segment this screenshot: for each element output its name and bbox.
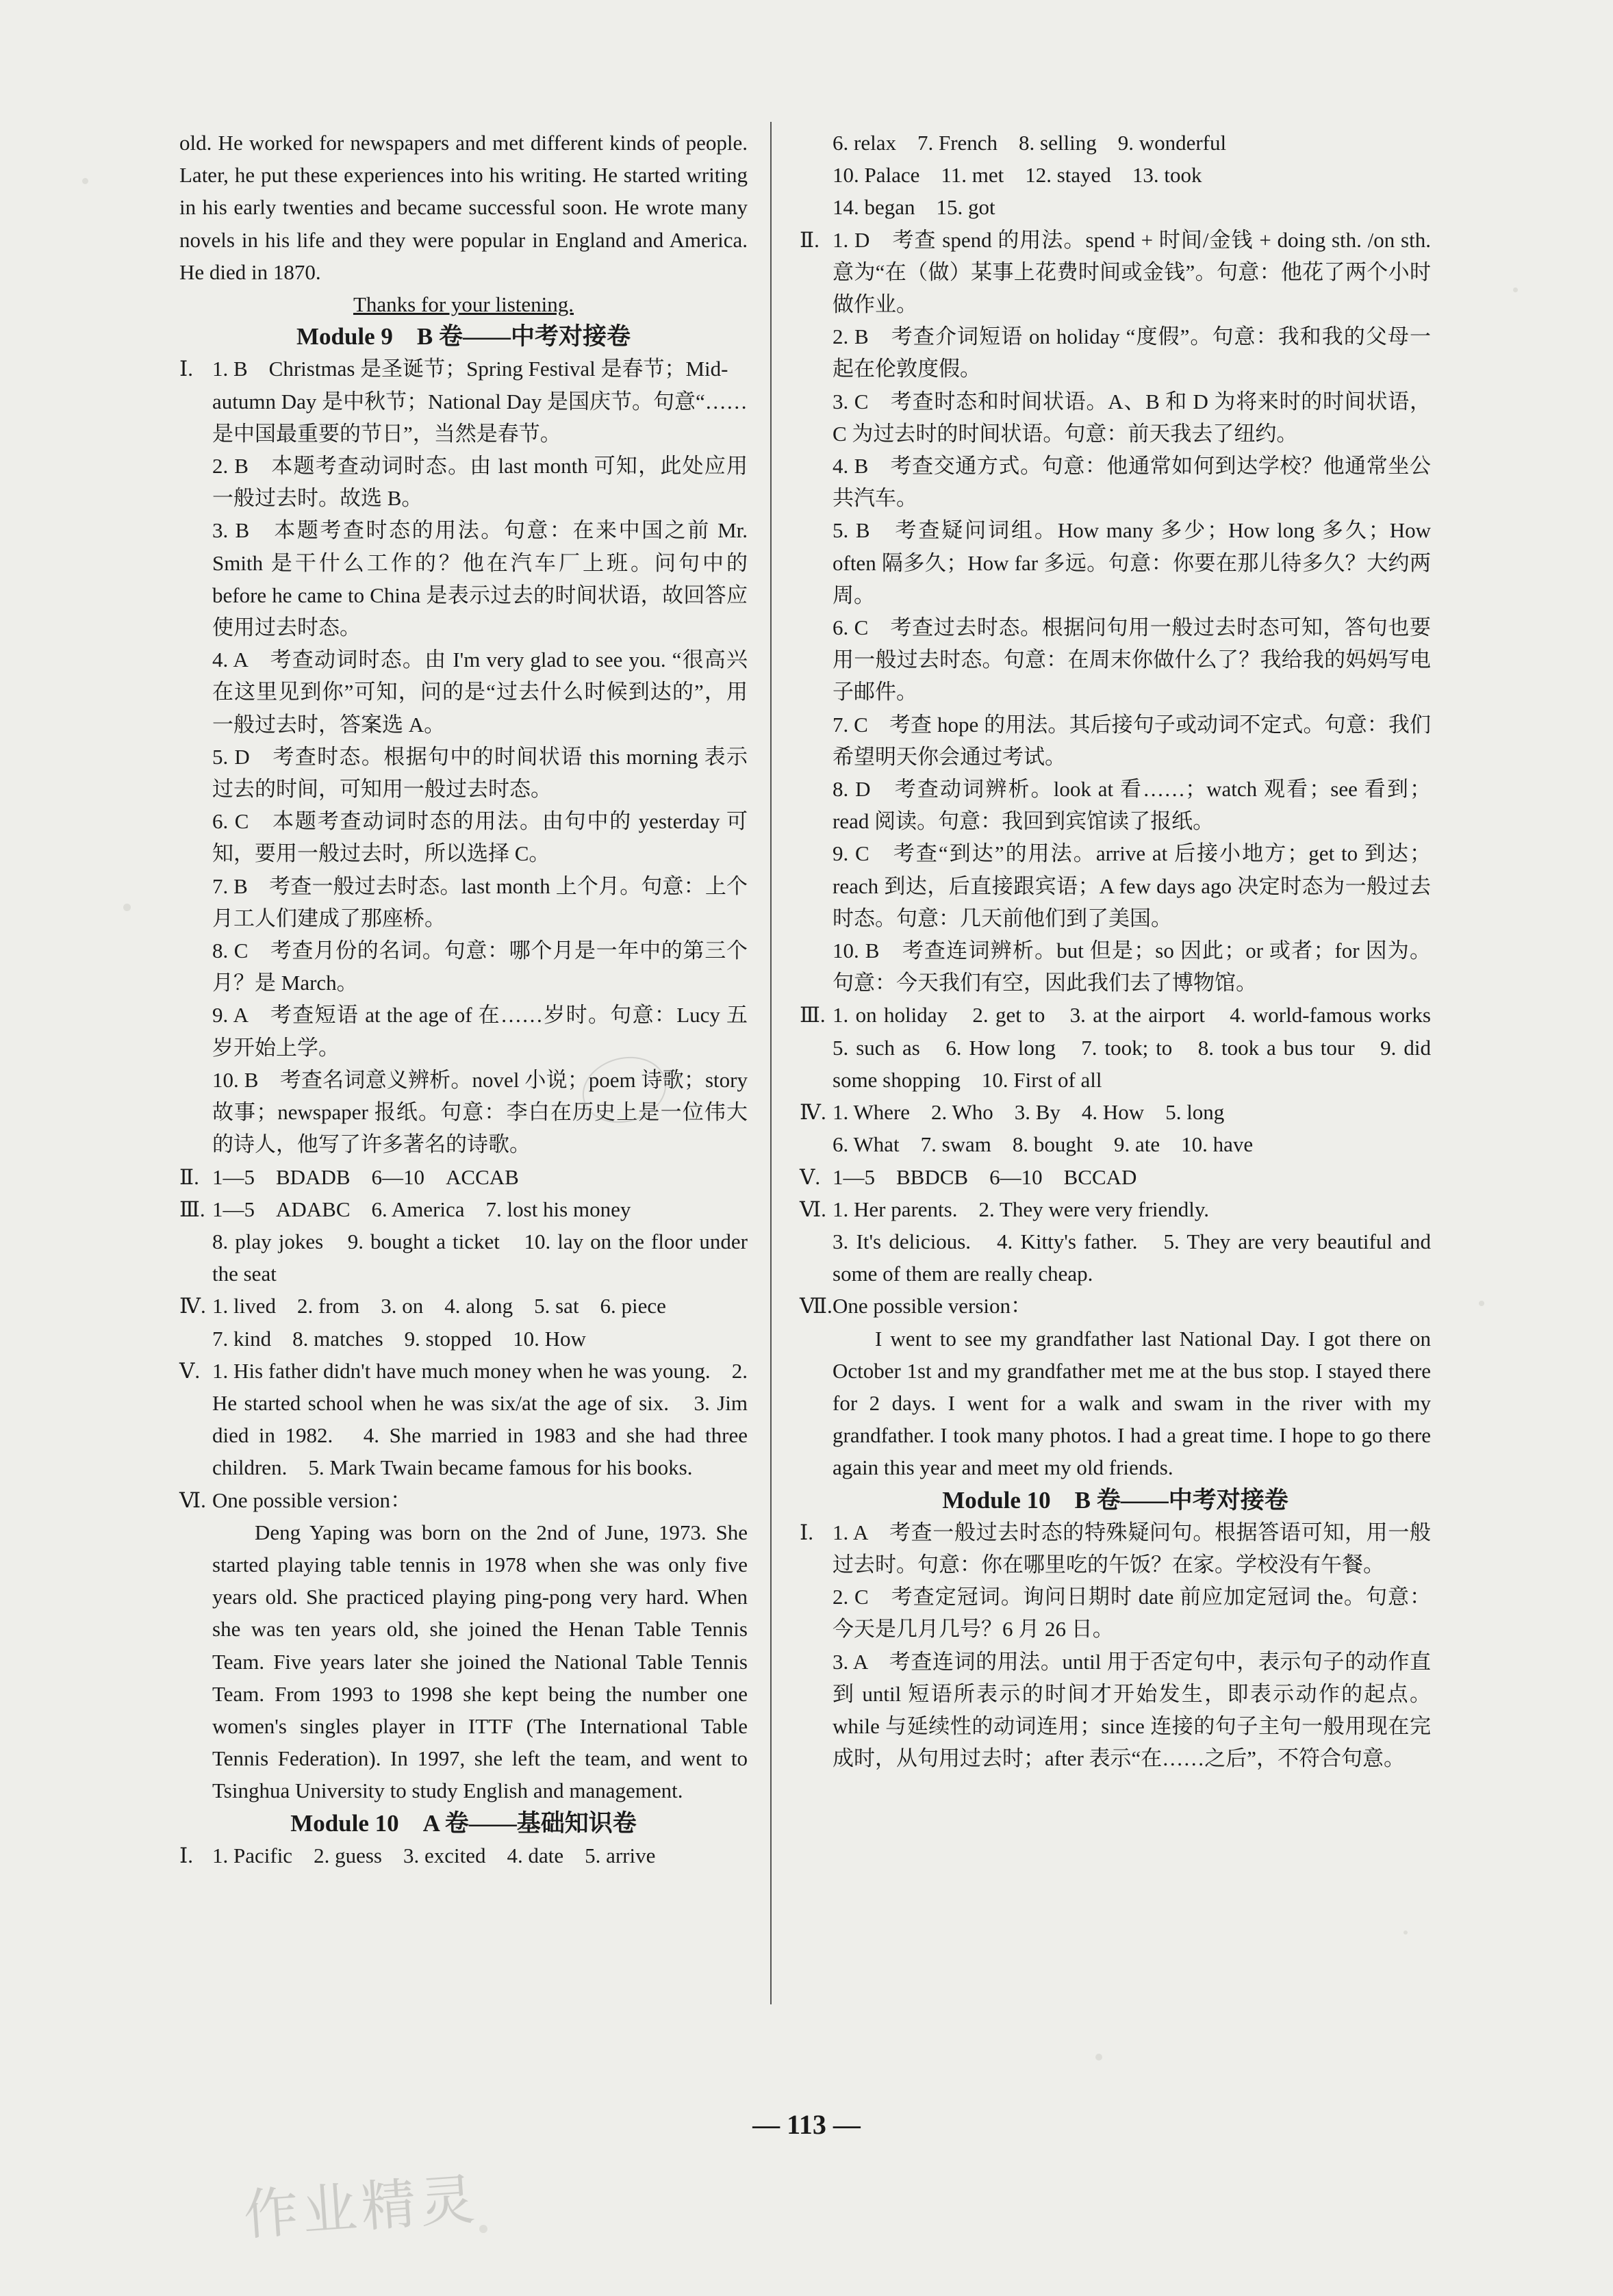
closing-line: Thanks for your listening. <box>353 292 574 317</box>
section-2 <box>179 1161 748 1193</box>
page-number: — 113 — <box>752 2109 861 2140</box>
section-numeral: Ⅳ. <box>800 1100 826 1125</box>
section-numeral: Ⅳ. <box>179 1294 206 1318</box>
module9-b-heading: Module 9 B 卷——中考对接卷 <box>296 323 631 350</box>
section-5 <box>800 1161 1431 1193</box>
section-6 <box>179 1484 748 1516</box>
section-numeral: Ⅰ. <box>800 1520 813 1544</box>
section-numeral: Ⅱ. <box>800 227 820 252</box>
answer-item: 7. C 考查 hope 的用法。其后接句子或动词不定式。句意：我们希望明天你会通过考试。 <box>833 712 1431 769</box>
section-4 <box>800 1096 1431 1128</box>
answer-line: 3. It's delicious. 4. Kitty's father. 5. They are very beautiful and some of them are really cheap. <box>833 1229 1431 1286</box>
answer-item: 8. C 考查月份的名词。句意：哪个月是一年中的第三个月？是 March。 <box>212 939 748 995</box>
answer-line: 1. lived 2. from 3. on 4. along 5. sat 6. piece <box>212 1294 666 1318</box>
module10-b-section-1 <box>800 1516 1431 1581</box>
section-numeral: Ⅲ. <box>179 1197 205 1221</box>
answer-item: 2. C 考查定冠词。询问日期时 date 前应加定冠词 the。句意：今天是几月几号？6 月 26 日。 <box>833 1585 1431 1642</box>
section-numeral: Ⅰ. <box>179 1843 193 1867</box>
answer-line: 1. Her parents. 2. They were very friendly. <box>833 1197 1210 1221</box>
module10-b-heading: Module 10 B 卷——中考对接卷 <box>942 1486 1288 1514</box>
answer-item: 1. A 考查一般过去时态的特殊疑问句。根据答语可知，用一般过去时。句意：你在哪里吃的午饭？在家。学校没有午餐。 <box>833 1520 1431 1577</box>
answer-line: 6. relax 7. French 8. selling 9. wonderful <box>833 131 1227 155</box>
answer-item: 3. C 考查时态和时间状语。A、B 和 D 为将来时的时间状语，C 为过去时的时间状语。句意：前天我去了纽约。 <box>833 389 1431 446</box>
answer-item: 9. C 考查“到达”的用法。arrive at 后接小地方；get to 到达；reach 到达，后直接跟宾语；A few days ago 决定时态为一般过去时态。句意：几天前他们到了美国。 <box>833 841 1431 930</box>
module10-a-heading: Module 10 A 卷——基础知识卷 <box>290 1809 637 1837</box>
answer-text: 1. His father didn't have much money when he was young. 2. He started school when he was six/at the age of six. 3. Jim died in 1982. 4. She married in 1983 and she had three children. 5. Mark Twain became famous for his books. <box>212 1358 748 1480</box>
answer-item: 4. B 考查交通方式。句意：他通常如何到达学校？他通常坐公共汽车。 <box>833 454 1431 511</box>
answer-line: 1—5 BBDCB 6—10 BCCAD <box>833 1164 1137 1189</box>
answer-item: 2. B 本题考查动词时态。由 last month 可知，此处应用一般过去时。故选 B。 <box>212 454 748 511</box>
left-column <box>179 127 748 1872</box>
answer-item: 8. D 考查动词辨析。look at 看……；watch 观看；see 看到；read 阅读。句意：我回到宾馆读了报纸。 <box>833 777 1431 834</box>
answer-item: 6. C 考查过去时态。根据问句用一般过去时态可知，答句也要用一般过去时态。句意：在周末你做什么了？我给我的妈妈写电子邮件。 <box>833 615 1431 704</box>
answer-line: 6. What 7. swam 8. bought 9. ate 10. have <box>833 1132 1254 1157</box>
sample-essay: I went to see my grandfather last National Day. I got there on October 1st and my grandfather met me at the bus stop. I stayed there for 2 days. I went for a walk and swam in the river with my grandfather. I took many photos. I had a great time. I hope to go there again this year and meet my old friends. <box>833 1326 1431 1480</box>
section-1 <box>179 353 748 450</box>
answer-item: 3. A 考查连词的用法。until 用于否定句中，表示句子的动作直到 until 短语所表示的时间才开始发生，即表示动作的起点。while 与延续性的动词连用；since 连接的句子主句一般用现在完成时，从句用过去时；after 表示“在……之后”，不符合句意。 <box>833 1649 1431 1771</box>
module10-a-section-1 <box>179 1839 748 1872</box>
answer-item: 7. B 考查一般过去时态。last month 上个月。句意：上个月工人们建成了那座桥。 <box>212 873 748 930</box>
section-numeral: Ⅶ. <box>800 1294 833 1318</box>
section-5 <box>179 1355 748 1484</box>
section-6 <box>800 1193 1431 1225</box>
section-numeral: Ⅵ. <box>179 1488 206 1512</box>
answer-line: 1—5 ADABC 6. America 7. lost his money <box>212 1197 631 1221</box>
answer-item: 10. B 考查名词意义辨析。novel 小说；poem 诗歌；story 故事；newspaper 报纸。句意：李白在历史上是一位伟大的诗人，他写了许多著名的诗歌。 <box>212 1067 748 1157</box>
answer-line: 10. Palace 11. met 12. stayed 13. took <box>833 163 1202 188</box>
answer-item: 9. A 考查短语 at the age of 在……岁时。句意：Lucy 五岁开始上学。 <box>212 1003 748 1060</box>
answer-item: 1. D 考查 spend 的用法。spend + 时间/金钱 + doing sth. /on sth. 意为“在（做）某事上花费时间或金钱”。句意：他花了两个小时做作业。 <box>833 227 1431 317</box>
version-label: One possible version： <box>212 1488 412 1512</box>
column-divider <box>770 122 772 2004</box>
section-numeral: Ⅵ. <box>800 1197 826 1221</box>
section-3 <box>179 1193 748 1225</box>
answer-line: 1. Where 2. Who 3. By 4. How 5. long <box>833 1100 1225 1125</box>
section-numeral: Ⅲ. <box>800 1003 826 1028</box>
version-label: One possible version： <box>833 1294 1032 1318</box>
right-column <box>800 127 1452 1774</box>
section-4 <box>179 1290 748 1322</box>
watermark-text: 作业精灵 <box>241 2167 481 2247</box>
intro-paragraph: old. He worked for newspapers and met different kinds of people. Later, he put these experiences into his writing. He started writing in his early twenties and became successful soon. He wrote many novels in his life and they were popular in England and America. He died in 1870. <box>179 131 748 284</box>
answer-line: 1—5 BDADB 6—10 ACCAB <box>212 1164 519 1189</box>
section-numeral: Ⅰ. <box>179 357 193 381</box>
answer-text: 1. on holiday 2. get to 3. at the airport 4. world-famous works 5. such as 6. How long 7. took; to 8. took a bus tour 9. did some shopping 10. First of all <box>833 1003 1452 1092</box>
answer-item: 4. A 考查动词时态。由 I'm very glad to see you. “很高兴在这里见到你”可知，问的是“过去什么时候到达的”，用一般过去时，答案选 A。 <box>212 648 748 737</box>
section-numeral: Ⅱ. <box>179 1164 199 1189</box>
answer-item: 10. B 考查连词辨析。but 但是；so 因此；or 或者；for 因为。句意：今天我们有空，因此我们去了博物馆。 <box>833 939 1431 995</box>
answer-line: 8. play jokes 9. bought a ticket 10. lay on the floor under the seat <box>212 1229 748 1286</box>
answer-line: 1. Pacific 2. guess 3. excited 4. date 5. arrive <box>212 1843 656 1867</box>
answer-line: 7. kind 8. matches 9. stopped 10. How <box>212 1326 586 1351</box>
answer-line: 14. began 15. got <box>833 195 995 220</box>
answer-item: 2. B 考查介词短语 on holiday “度假”。句意：我和我的父母一起在伦敦度假。 <box>833 324 1431 381</box>
answer-item: 5. B 考查疑问词组。How many 多少；How long 多久；How often 隔多久；How far 多远。句意：你要在那儿待多久？大约两周。 <box>833 518 1431 607</box>
answer-item: 5. D 考查时态。根据句中的时间状语 this morning 表示过去的时间，可知用一般过去时态。 <box>212 744 748 802</box>
answer-item: 6. C 本题考查动词时态的用法。由句中的 yesterday 可知，要用一般过去时，所以选择 C。 <box>212 809 748 866</box>
section-2 <box>800 224 1431 321</box>
answer-item: 1. B Christmas 是圣诞节；Spring Festival 是春节；Mid-autumn Day 是中秋节；National Day 是国庆节。句意“……是中国最重要的节日”，当然是春节。 <box>212 357 748 446</box>
section-numeral: Ⅴ. <box>800 1164 821 1189</box>
section-numeral: Ⅴ. <box>179 1358 201 1383</box>
section-3 <box>800 999 1452 1096</box>
sample-essay: Deng Yaping was born on the 2nd of June, 1973. She started playing table tennis in 1978 when she was only five years old. She practiced playing ping-pong very hard. When she was ten years old, she joined the Henan Table Tennis Team. Five years later she joined the National Table Tennis Team. From 1993 to 1998 she kept being the number one women's singles player in ITTF (The International Table Tennis Federation). In 1997, she left the team, and went to Tsinghua University to study English and management. <box>212 1520 748 1803</box>
section-7 <box>800 1290 1431 1322</box>
answer-item: 3. B 本题考查时态的用法。句意：在来中国之前 Mr. Smith 是干什么工作的？他在汽车厂上班。问句中的 before he came to China 是表示过去的时间状语，故回答应使用过去时态。 <box>212 518 748 640</box>
